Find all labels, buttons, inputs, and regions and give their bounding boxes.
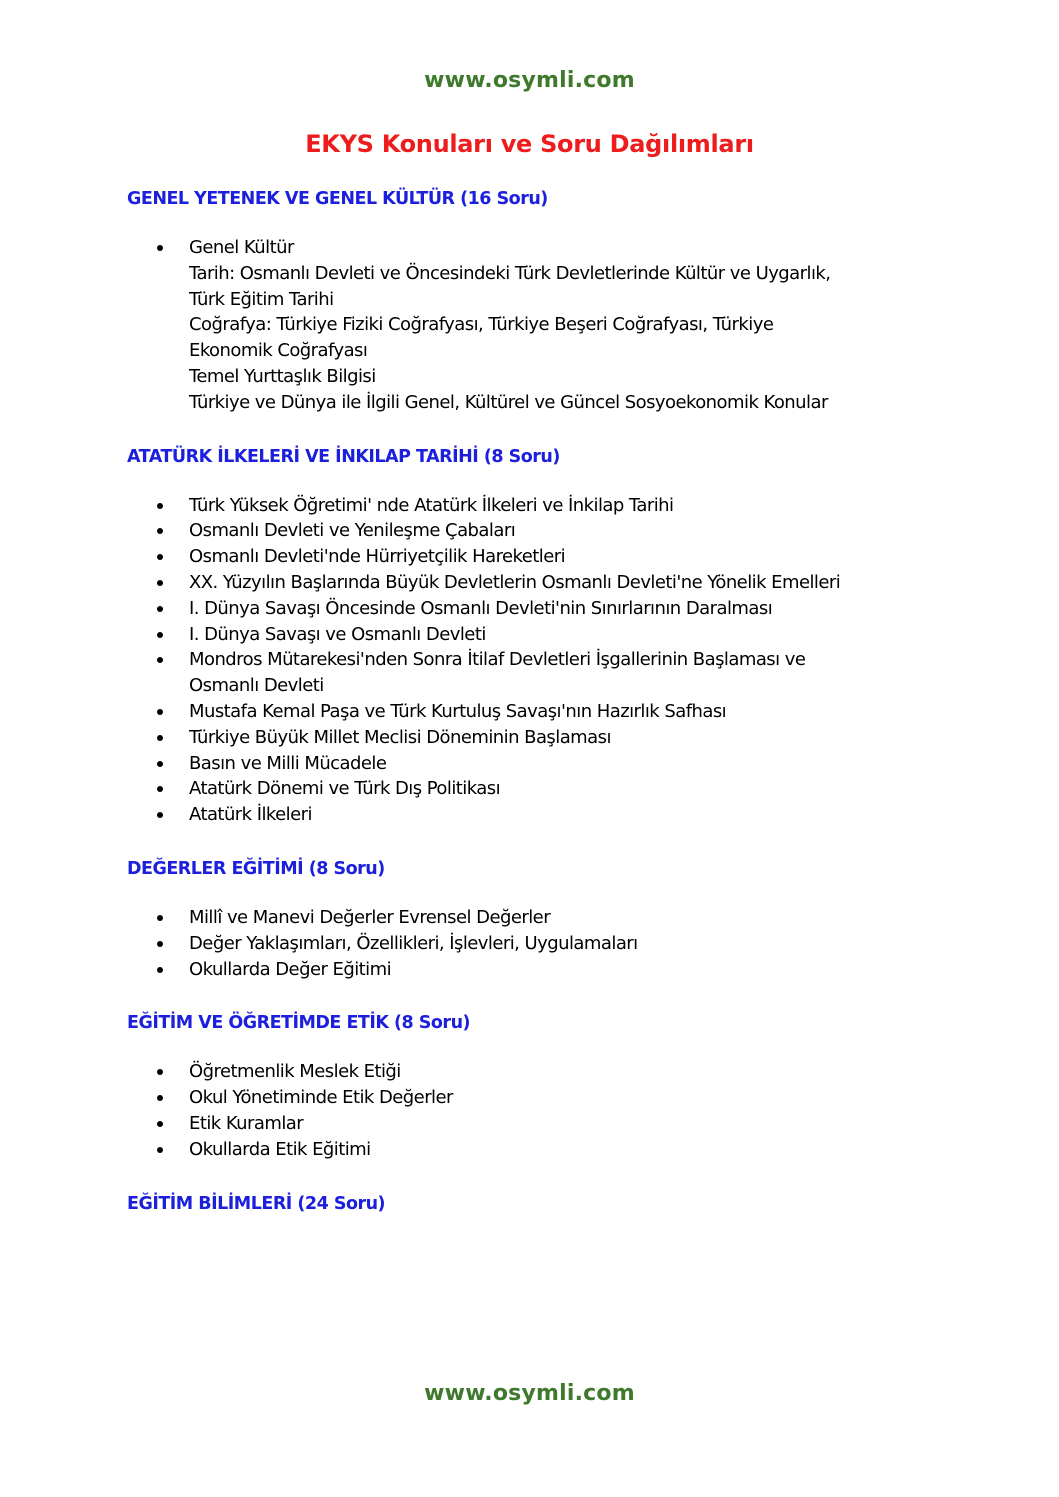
list-item [127, 931, 947, 957]
list-item-text: Osmanlı Devleti [189, 675, 324, 697]
list-item [127, 518, 947, 544]
list-item-text: I. Dünya Savaşı Öncesinde Osmanlı Devleti'nin Sınırlarının Daralması [189, 597, 773, 619]
list-item-text: Mustafa Kemal Paşa ve Türk Kurtuluş Savaşı'nın Hazırlık Safhası [189, 700, 727, 722]
bullet-icon [157, 941, 163, 947]
bullet-icon [157, 735, 163, 741]
bullet-icon [157, 1147, 163, 1153]
bullet-icon [157, 632, 163, 638]
list-item-text: Öğretmenlik Meslek Etiği [189, 1061, 401, 1083]
section-heading: DEĞERLER EĞİTİMİ (8 Soru) [127, 858, 385, 879]
list-item-text: Değer Yaklaşımları, Özellikleri, İşlevleri, Uygulamaları [189, 932, 638, 954]
list-item [127, 725, 947, 751]
list-item-text: Okul Yönetiminde Etik Değerler [189, 1087, 453, 1109]
list-item-text: Okullarda Değer Eğitimi [189, 958, 392, 980]
bullet-icon [157, 786, 163, 792]
list-item [127, 699, 947, 725]
bullet-icon [157, 1095, 163, 1101]
section [127, 185, 947, 416]
list-item [127, 905, 947, 931]
header-site-link[interactable]: www.osymli.com [424, 68, 635, 93]
section-heading: EĞİTİM VE ÖĞRETİMDE ETİK (8 Soru) [127, 1013, 471, 1034]
section-heading: EĞİTİM BİLİMLERİ (24 Soru) [127, 1193, 386, 1214]
list-item-text: Tarih: Osmanlı Devleti ve Öncesindeki Türk Devletlerinde Kültür ve Uygarlık, [189, 262, 831, 284]
list-item [127, 544, 947, 570]
list-item [127, 957, 947, 983]
list-item-text: Okullarda Etik Eğitimi [189, 1138, 371, 1160]
list-item [127, 1111, 947, 1137]
section-heading: ATATÜRK İLKELERİ VE İNKILAP TARİHİ (8 Soru) [127, 446, 560, 467]
bullet-icon [157, 657, 163, 663]
list-item [127, 493, 947, 519]
bullet-icon [157, 709, 163, 715]
bullet-icon [157, 915, 163, 921]
list-item-text: I. Dünya Savaşı ve Osmanlı Devleti [189, 623, 486, 645]
bullet-icon [157, 812, 163, 818]
topic-list [127, 235, 947, 416]
topic-list [127, 905, 947, 982]
list-item-text: Türk Eğitim Tarihi [189, 288, 334, 310]
section [127, 443, 947, 828]
list-item-text: Mondros Mütarekesi'nden Sonra İtilaf Devletleri İşgallerinin Başlaması ve [189, 649, 806, 671]
page-title: EKYS Konuları ve Soru Dağılımları [305, 130, 754, 158]
bullet-icon [157, 580, 163, 586]
footer-site-link[interactable]: www.osymli.com [424, 1381, 635, 1406]
bullet-icon [157, 761, 163, 767]
bullet-icon [157, 554, 163, 560]
list-item [127, 802, 947, 828]
list-item-text: Ekonomik Coğrafyası [189, 340, 368, 362]
list-item-text: Atatürk İlkeleri [189, 804, 312, 826]
list-item-text: Osmanlı Devleti'nde Hürriyetçilik Hareketleri [189, 546, 566, 568]
list-item [127, 647, 947, 699]
list-item-text: Türkiye ve Dünya ile İlgili Genel, Kültürel ve Güncel Sosyoekonomik Konular [189, 391, 828, 413]
section [127, 855, 947, 982]
list-item-text: Osmanlı Devleti ve Yenileşme Çabaları [189, 520, 516, 542]
topic-list [127, 493, 947, 828]
bullet-icon [157, 528, 163, 534]
list-item [127, 751, 947, 777]
list-item-text: XX. Yüzyılın Başlarında Büyük Devletlerin Osmanlı Devleti'ne Yönelik Emelleri [189, 571, 841, 593]
bullet-icon [157, 1121, 163, 1127]
bullet-icon [157, 967, 163, 973]
list-item [127, 235, 947, 416]
topic-list [127, 1059, 947, 1162]
list-item [127, 776, 947, 802]
bullet-icon [157, 1069, 163, 1075]
list-item [127, 1059, 947, 1085]
list-item-text: Atatürk Dönemi ve Türk Dış Politikası [189, 778, 501, 800]
bullet-icon [157, 503, 163, 509]
list-item-text: Basın ve Milli Mücadele [189, 752, 387, 774]
list-item-text: Genel Kültür [189, 237, 294, 258]
section [127, 1009, 947, 1162]
list-item [127, 1085, 947, 1111]
list-item [127, 570, 947, 596]
list-item [127, 1137, 947, 1163]
list-item-text: Türkiye Büyük Millet Meclisi Döneminin Başlaması [189, 726, 611, 748]
list-item-text: Millî ve Manevi Değerler Evrensel Değerler [189, 906, 551, 928]
list-item-text: Coğrafya: Türkiye Fiziki Coğrafyası, Türkiye Beşeri Coğrafyası, Türkiye [189, 314, 774, 336]
list-item-text: Etik Kuramlar [189, 1112, 304, 1134]
list-item-text: Temel Yurttaşlık Bilgisi [189, 365, 376, 387]
section-heading: GENEL YETENEK VE GENEL KÜLTÜR (16 Soru) [127, 189, 548, 209]
bullet-icon [157, 606, 163, 612]
bullet-icon [157, 245, 163, 251]
list-item-text: Türk Yüksek Öğretimi' nde Atatürk İlkeleri ve İnkilap Tarihi [189, 494, 674, 516]
section [127, 1190, 947, 1218]
document-body [127, 185, 947, 1218]
list-item [127, 596, 947, 622]
list-item [127, 622, 947, 648]
